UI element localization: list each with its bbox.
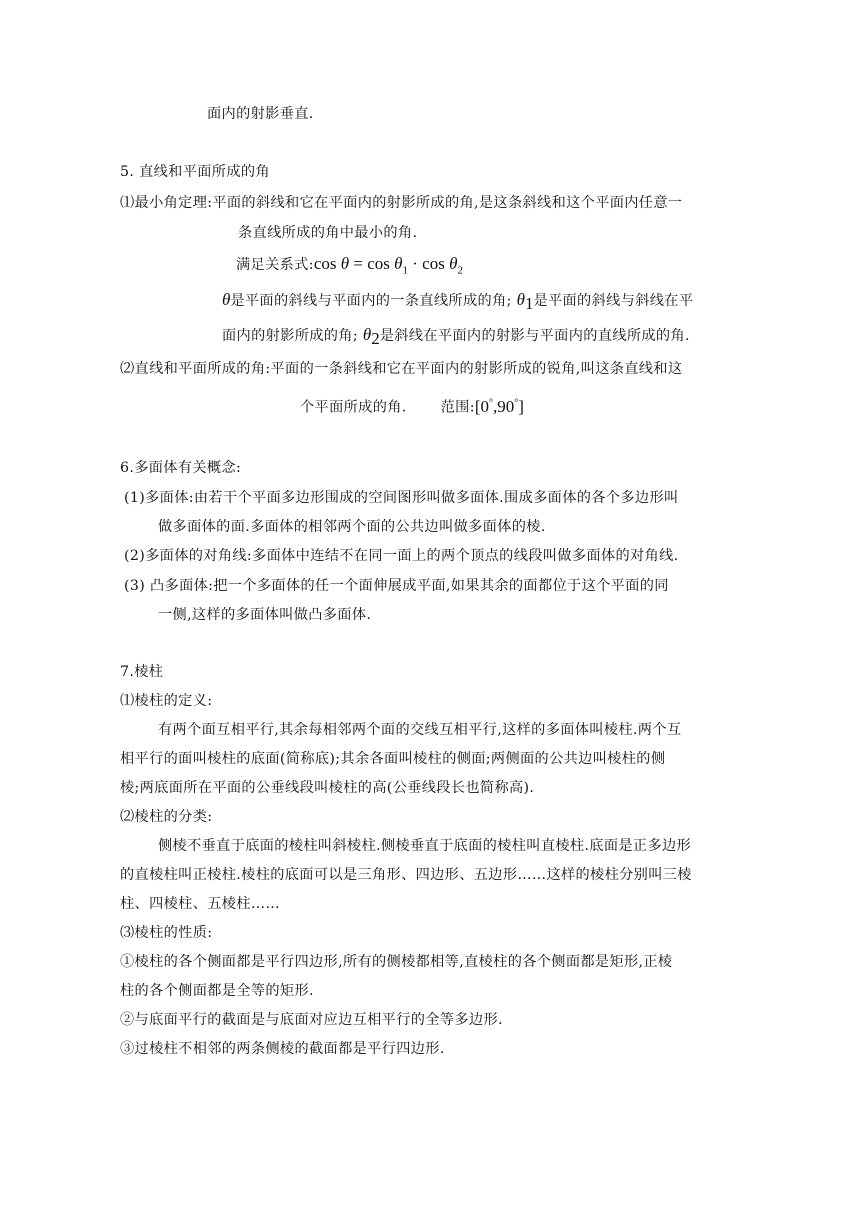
text-line: 柱、四棱柱、五棱柱…… [120, 896, 280, 912]
text-line: 的直棱柱叫正棱柱.棱柱的底面可以是三角形、四边形、五边形……这样的棱柱分别叫三棱 [120, 867, 692, 883]
text-line: 柱的各个侧面都是全等的矩形. [120, 983, 314, 999]
text-line: 棱;两底面所在平面的公垂线段叫棱柱的高(公垂线段长也简称高). [120, 780, 535, 796]
text-line: 相平行的面叫棱柱的底面(简称底);其余各面叫棱柱的侧面;两侧面的公共边叫棱柱的侧 [120, 751, 666, 767]
text-line: 一侧,这样的多面体叫做凸多面体. [158, 607, 372, 623]
formula-label: 满足关系式: [236, 257, 314, 273]
text-line: ⑵直线和平面所成的角:平面的一条斜线和它在平面内的射影所成的锐角,叫这条直线和这 [120, 361, 683, 377]
subheading: ⑶棱柱的性质: [120, 925, 213, 941]
text-line: ①棱柱的各个侧面都是平行四边形,所有的侧棱都相等,直棱柱的各个侧面都是矩形,正棱 [120, 954, 673, 970]
subheading: ⑴棱柱的定义: [120, 693, 213, 709]
formula-line [236, 254, 463, 280]
text-line: 面内的射影所成的角; $\theta_2$是斜线在平面内的射影与平面内的直线所成的角. [222, 325, 690, 348]
section-5-title: 5. 直线和平面所成的角 [120, 164, 270, 180]
subheading: ⑵棱柱的分类: [120, 809, 213, 825]
formula: $\cos \theta = \cos \theta_1 \cdot \cos \theta_2$ [313, 254, 463, 277]
section-6-title: 6.多面体有关概念: [120, 460, 242, 476]
text-line: 侧棱不垂直于底面的棱柱叫斜棱柱.侧棱垂直于底面的棱柱叫直棱柱.底面是正多边形 [158, 838, 692, 854]
text-line: ②与底面平行的截面是与底面对应边互相平行的全等多边形. [120, 1012, 503, 1028]
text-line: ③过棱柱不相邻的两条侧棱的截面都是平行四边形. [120, 1041, 445, 1057]
text-line: (2)多面体的对角线:多面体中连结不在同一面上的两个顶点的线段叫做多面体的对角线. [124, 548, 679, 564]
text-line: 条直线所成的角中最小的角. [238, 225, 418, 241]
text-line: 有两个面互相平行,其余每相邻两个面的交线互相平行,这样的多面体叫棱柱.两个互 [158, 722, 682, 738]
text-line: (3) 凸多面体:把一个多面体的任一个面伸展成平面,如果其余的面都位于这个平面的同 [124, 578, 669, 594]
text-line: θ是平面的斜线与平面内的一条直线所成的角; $\theta_1$是平面的斜线与斜线在平 [222, 290, 694, 313]
text-line: ⑴最小角定理:平面的斜线和它在平面内的射影所成的角,是这条斜线和这个平面内任意一 [120, 195, 683, 211]
section-7-title: 7.棱柱 [120, 664, 164, 680]
text-line: 个平面所成的角. 范围:[0°,90°] [300, 396, 524, 416]
text-line: 做多面体的面.多面体的相邻两个面的公共边叫做多面体的棱. [158, 519, 546, 535]
range-value: [0°,90°] [474, 396, 524, 416]
text-line: 面内的射影垂直. [207, 106, 314, 122]
text-line: (1)多面体:由若干个平面多边形围成的空间图形叫做多面体.围成多面体的各个多边形叫 [124, 490, 679, 506]
